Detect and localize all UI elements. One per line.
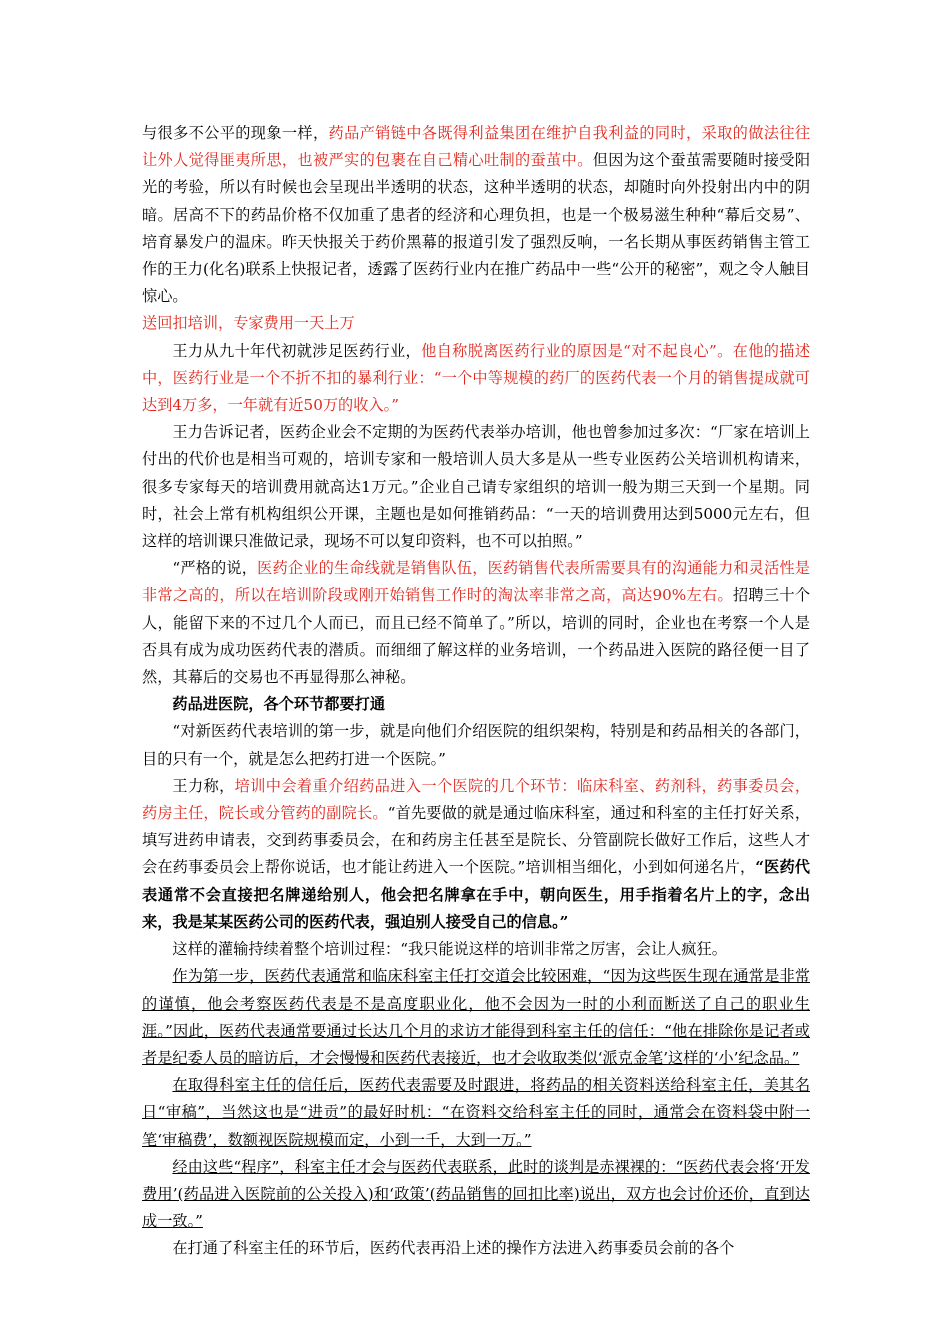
links-lead: 王力称， [172,776,235,795]
document-page [142,120,810,1262]
paragraph-intro [142,120,810,310]
sales-body: 招聘三十个人，能留下来的不过几个人而已，而且已经不简单了。”所以，培训的同时，企业也在考察一个人是否具有成为成功医药代表的潜质。而细细了解这样的业务培训，一个药品进入医院的路径便一目了然，其幕后的交易也不再显得那么神秘。 [142,586,811,687]
paragraph-sales-team [142,555,810,691]
intro-highlight: 药品产销链中各既得利益集团在维护自我利益的同时，采取的做法往往让外人觉得匪夷所思，也被严实的包裹在自己精心吐制的蚕茧中。 [142,124,811,170]
wangli-lead: 王力从九十年代初就涉足医药行业， [172,341,422,360]
paragraph-department-head: 作为第一步，医药代表通常和临床科室主任打交道会比较困难，“因为这些医生现在通常是非常的谨慎，他会考察医药代表是不是高度职业化，他不会因为一时的小利而断送了自己的职业生涯。”因此，医药代表通常要通过长达几个月的求访才能得到科室主任的信任：“他在排除你是记者或者是纪委人员的暗访后，才会慢慢和医药代表接近，也才会收取类似‘派克金笔’这样的‘小’纪念品。” [142,967,810,1067]
paragraph-continuation: 在打通了科室主任的环节后，医药代表再沿上述的操作方法进入药事委员会前的各个 [172,1239,735,1258]
paragraph-first-step: “对新医药代表培训的第一步，就是向他们介绍医院的组织架构，特别是和药品相关的各部门，目的只有一个，就是怎么把药打进一个医院。” [142,722,810,768]
section-heading-hospital: 药品进医院，各个环节都要打通 [172,695,386,714]
sales-highlight: 医药企业的生命线就是销售队伍，医药销售代表所需要具有的沟通能力和灵活性是非常之高的，所以在培训阶段或刚开始销售工作时的淘汰率非常之高，高达90%左右。 [142,559,810,605]
paragraph-hospital-links [142,773,810,936]
links-highlight: 培训中会着重介绍药品进入一个医院的几个环节：临床科室、药剂科，药事委员会，药房主任，院长或分管药的副院长。 [142,776,811,823]
wangli-highlight: 他自称脱离医药行业的原因是“对不起良心”。在他的描述中，医药行业是一个不折不扣的暴利行业：“一个中等规模的药厂的医药代表一个月的销售提成就可达到4万多，一年就有近50万的收入。” [142,341,811,415]
sales-lead: “严格的说， [172,559,258,578]
paragraph-training-costs: 王力告诉记者，医药企业会不定期的为医药代表举办培训，他也曾参加过多次：“厂家在培训上付出的代价也是相当可观的，培训专家和一般培训人员大多是从一些专业医药公关培训机构请来，很多专家每天的培训费用就高达1万元。”企业自己请专家组织的培训一般为期三天到一个星期。同时，社会上常有机构组织公开课，主题也是如何推销药品：“一天的培训费用达到5000元左右，但这样的培训课只准做记录，现场不可以复印资料，也不可以拍照。” [142,423,810,551]
paragraph-review-fee: 在取得科室主任的信任后，医药代表需要及时跟进，将药品的相关资料送给科室主任，美其名日“审稿”，当然这也是“进贡”的最好时机：“在资料交给科室主任的同时，通常会在资料袋中附一笔‘审稿费’，数额视医院规模而定，小到一千，大到一万。” [142,1076,810,1149]
intro-lead: 与很多不公平的现象一样， [142,124,329,142]
links-body: “首先要做的就是通过临床科室，通过和科室的主任打好关系，填写进药申请表，交到药事委员会，在和药房主任甚至是院长、分管副院长做好工作后，这些人才会在药事委员会上帮你说话，也才能让药进入一个医院。”培训相当细化，小到如何递名片， [142,804,811,877]
paragraph-negotiation: 经由这些“程序”，科室主任才会与医药代表联系，此时的谈判是赤裸裸的：“医药代表会将‘开发费用’(药品进入医院前的公关投入)和‘政策’(药品销售的回扣比率)说出，双方也会讨价还价，直到达成一致。” [142,1157,810,1231]
intro-body: 但因为这个蚕茧需要随时接受阳光的考验，所以有时候也会呈现出半透明的状态，这种半透明的状态，却随时向外投射出内中的阴暗。居高不下的药品价格不仅加重了患者的经济和心理负担，也是一个极易滋生种种“幕后交易”、培育暴发户的温床。昨天快报关于药价黑幕的报道引发了强烈反响，一名长期从事医药销售主管工作的王力(化名)联系上快报记者，透露了医药行业内在推广药品中一些“公开的秘密”，观之令人触目惊心。 [142,151,811,306]
section-heading-training: 送回扣培训，专家费用一天上万 [142,314,355,333]
paragraph-indoctrination: 这样的灌输持续着整个培训过程：“我只能说这样的培训非常之厉害，会让人疯狂。 [172,940,727,959]
links-bold-quote: “医药代表通常不会直接把名牌递给别人，他会把名牌拿在手中，朝向医生，用手指着名片上的字，念出来，我是某某医药公司的医药代表，强迫别人接受自己的信息。” [142,858,810,931]
paragraph-wangli-background [142,338,810,420]
